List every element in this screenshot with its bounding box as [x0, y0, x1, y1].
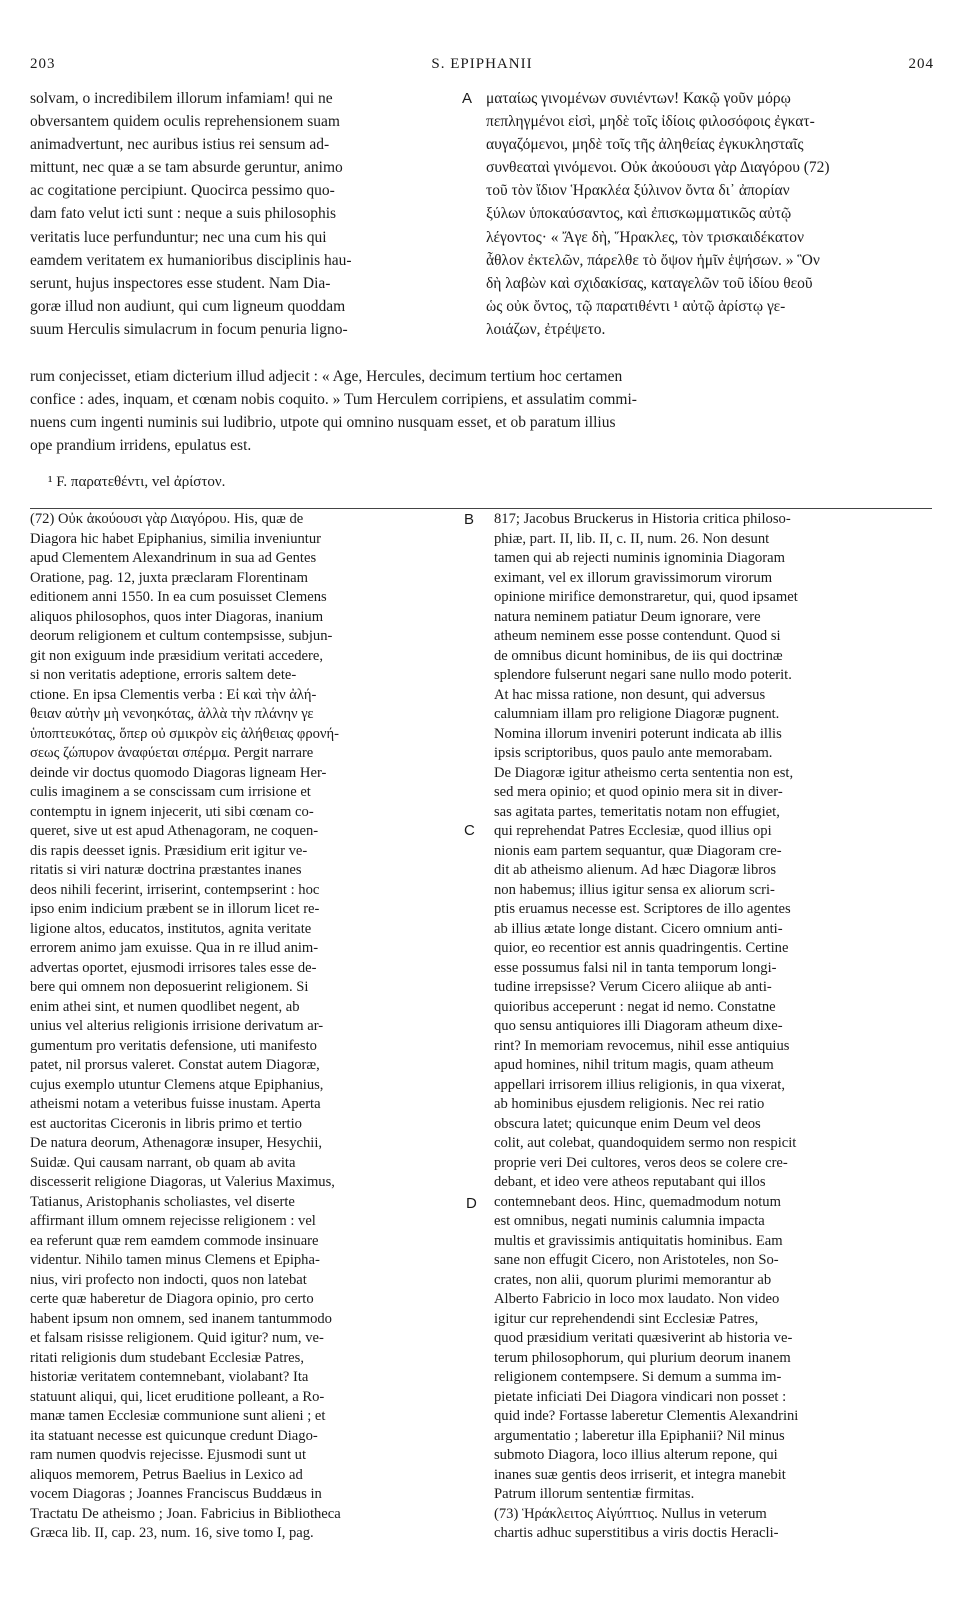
note-line: si non veritatis adeptione, erroris saltem dete-: [30, 667, 297, 683]
note-line: sed mera opinio; et quod opinio mera sit in diver-: [494, 784, 783, 800]
note-line: opinione mirifice demonstraretur, qui, quod ipsamet: [494, 589, 798, 605]
note-line: habent ipsum non omnem, sed inanem tantummodo: [30, 1310, 332, 1327]
note-line: quid inde? Fortasse laberetur Clementis Alexandrini: [494, 1408, 799, 1424]
notes-divider: [30, 508, 932, 509]
note-line: multis et gravissimis antiquitatis hominibus. Eam: [494, 1232, 783, 1249]
note-line: argumentatio ; laberetur illa Epiphanii? Nil minus: [494, 1427, 785, 1444]
note-line: Tractatu De atheismo ; Joan. Fabricius in Bibliotheca: [30, 1505, 341, 1522]
note-line: At hac missa ratione, non desunt, qui adversus: [494, 686, 766, 703]
text-line: ματαίως γινομένων συνιέντων! Κακῷ γοῦν μόρῳ: [486, 90, 791, 107]
note-line: nionis eam partem sequantur, quæ Diagoram cre-: [494, 842, 782, 859]
note-line: natura neminem patiatur Deum ignorare, vere: [494, 608, 761, 625]
note-line: est auctoritas Ciceronis in libris primo et tertio: [30, 1115, 302, 1132]
text-line: animadvertunt, nec auribus istius rei sensum ad-: [30, 136, 330, 154]
note-line: crates, non alii, quorum plurimi memorantur ab: [494, 1271, 772, 1288]
greek-main-text: [486, 87, 931, 341]
note-line: de omnibus dicunt hominibus, de iis qui doctrinæ: [494, 647, 783, 664]
note-line: queret, sive ut est apud Athenagoram, ne coquen-: [30, 823, 319, 839]
note-line: qui reprehendat Patres Ecclesiæ, quod illius opi: [494, 823, 772, 839]
note-line: non habemus; illius igitur sensa ex aliorum scri-: [494, 881, 775, 898]
textual-footnote: ¹ F. παρατεθέντι, vel ἀρίστον.: [48, 474, 226, 490]
note-line: aliquos philosophos, quos inter Diagoras, inanium: [30, 608, 324, 625]
note-line: discesserit religione Diagoras, ut Valerius Maximus,: [30, 1174, 335, 1190]
note-line: Tatianus, Aristophanis scholiastes, vel diserte: [30, 1193, 295, 1210]
note-line: terum philosophorum, qui plurium deorum inanem: [494, 1349, 791, 1366]
note-line: sas agitata partes, temeritatis notam non effugiet,: [494, 803, 780, 820]
note-line: θειαν αὐτὴν μὴ νενοηκότας, ἀλλὰ τὴν πλάνην γε: [30, 706, 314, 722]
notes-left-column: [30, 510, 462, 1544]
note-line: (72) Οὐκ ἀκούουσι γὰρ Διαγόρου. His, quæ de: [30, 511, 304, 527]
note-line: submoto Diagora, loco illius alterum repone, qui: [494, 1447, 778, 1463]
note-line: phiæ, part. II, lib. II, c. II, num. 26. Non desunt: [494, 530, 770, 547]
margin-marker-d: D: [466, 1195, 477, 1212]
note-line: dis rapis deesset ignis. Præsidium erit igitur ve-: [30, 842, 308, 859]
note-line: editionem anni 1550. In ea cum posuisset Clemens: [30, 589, 327, 605]
note-line: Græca lib. II, cap. 23, num. 16, sive tomo I, pag.: [30, 1525, 314, 1541]
note-line: ram numen quodvis rejecisse. Ejusmodi sunt ut: [30, 1447, 307, 1463]
text-line: eamdem veritatem ex humanioribus disciplinis hau-: [30, 251, 352, 269]
note-line: ita statuant necesse est quicunque credunt Diago-: [30, 1427, 318, 1444]
note-line: deinde vir doctus quomodo Diagoras ligneam Her-: [30, 764, 327, 781]
note-line: atheismi notam a veteribus fuisse inustam. Aperta: [30, 1096, 321, 1112]
note-line: sane non effugit Cicero, non Aristoteles, non So-: [494, 1252, 779, 1268]
text-line: solvam, o incredibilem illorum infamiam! qui ne: [30, 90, 333, 107]
note-line: contemnebant deos. Hinc, quemadmodum notum: [494, 1193, 781, 1210]
text-line: serunt, hujus inspectores esse student. Nam Dia-: [30, 274, 331, 292]
note-line: ab hominibus ejusdem religionis. Nec rei ratio: [494, 1096, 765, 1112]
note-line: ab illius ætate longe distant. Cicero omnium anti-: [494, 920, 783, 937]
latin-main-text: [30, 87, 473, 341]
text-line: obversantem quidem oculis reprehensionem suam: [30, 113, 340, 131]
note-line: ligione altos, educatos, institutos, agnita veritate: [30, 920, 312, 937]
note-line: eximant, vel ex illorum gravissimorum virorum: [494, 569, 773, 586]
note-line: debant, et ideo vere atheos reputabant qui illos: [494, 1174, 766, 1190]
text-line: rum conjecisset, etiam dicterium illud adjecit : « Age, Hercules, decimum tertium hoc certamen: [30, 368, 623, 385]
note-line: git non exiguum inde præsidium veritati accedere,: [30, 647, 324, 664]
note-line: religionem contempsere. Si demum a summa im-: [494, 1369, 782, 1385]
note-line: errorem animo jam exuisse. Qua in re illud anim-: [30, 940, 319, 956]
page-number-right: 204: [908, 56, 934, 72]
note-line: tamen qui ab rejecti numinis ignominia Diagoram: [494, 550, 785, 566]
note-line: unius vel alterius religionis irrisione derivatum ar-: [30, 1018, 324, 1034]
note-line: manæ tamen Ecclesiæ communione sunt alieni ; et: [30, 1408, 326, 1424]
note-line: quior, eo recentior est annis quadringentis. Certine: [494, 940, 789, 956]
running-title: S. EPIPHANII: [431, 56, 533, 72]
note-line: Oratione, pag. 12, juxta præclaram Florentinam: [30, 569, 309, 586]
note-line: bere qui omnem non deposuerint religionem. Si: [30, 979, 309, 995]
note-line: ὑποπτευκότας, ὅπερ οὐ σμικρὸν εἰς ἀλήθειας φρονή-: [30, 725, 340, 742]
note-line: enim athei sint, et numen quodlibet negent, ab: [30, 998, 300, 1015]
note-line: splendore fulserunt negari sane nullo modo poterit.: [494, 667, 792, 683]
note-line: ea referunt quæ rem eamdem commode insinuare: [30, 1232, 319, 1249]
note-line: De natura deorum, Athenagoræ insuper, Hesychii,: [30, 1135, 323, 1151]
note-line: quod præsidium veritati quæsiverint ab historia ve-: [494, 1330, 793, 1346]
note-line: σεως ζώπυρον ἀναφύεται σπέρμα. Pergit narrare: [30, 745, 314, 761]
margin-marker-a: A: [462, 90, 473, 107]
note-line: dit ab atheismo alienum. Ad hæc Diagoræ libros: [494, 862, 777, 878]
note-line: proprie veri Dei cultores, veros deos se colere cre-: [494, 1154, 788, 1171]
latin-full-width-text: [30, 365, 932, 457]
text-line: dam fato velut icti sunt : neque a suis philosophis: [30, 205, 337, 223]
note-line: certe quæ haberetur de Diagora opinio, pro certo: [30, 1291, 314, 1307]
note-line: vocem Diagoras ; Joannes Franciscus Buddæus in: [30, 1486, 322, 1502]
note-line: affirmant illum omnem rejecisse religionem : vel: [30, 1213, 316, 1229]
text-line: λοιάζων, ἐτρέψετο.: [486, 320, 606, 338]
note-line: Suidæ. Qui causam narrant, ob quam ab avita: [30, 1154, 296, 1171]
note-line: gumentum pro veritatis defensione, uti manifesto: [30, 1037, 317, 1054]
text-line: confice : ades, inquam, et cœnam nobis coquito. » Tum Herculem corripiens, et assulatim commi-: [30, 391, 637, 409]
note-line: deos nihili fecerint, irriserint, contempserint : hoc: [30, 881, 320, 898]
text-line: veritatis luce perfunduntur; nec una cum his qui: [30, 228, 327, 246]
note-line: Nomina illorum inveniri poterunt indicata ab illis: [494, 725, 782, 742]
note-line: deorum religionem et cultum contempsisse, subjun-: [30, 628, 333, 644]
note-line: tudine irrepsisse? Verum Cicero aliique ab anti-: [494, 979, 772, 995]
note-line: esse possumus falsi nil in tanta temporum longi-: [494, 959, 777, 976]
note-line: apud Clementem Alexandrinum in sua ad Gentes: [30, 550, 317, 566]
note-line: patet, nil prorsus valeret. Constat autem Diagoræ,: [30, 1057, 320, 1073]
note-line: chartis adhuc superstitibus a viris doctis Heracli-: [494, 1525, 779, 1541]
note-line: De Diagoræ igitur atheismo certa sententia non est,: [494, 764, 794, 781]
note-line: ipso enim indicium præbent se in illorum licet re-: [30, 901, 320, 917]
note-line: igitur cur reprehendendi sint Ecclesiæ Patres,: [494, 1310, 759, 1327]
text-line: ὡς οὐκ ὄντος, τῷ παρατιθέντι ¹ αὐτῷ ἀρίστῳ γε-: [486, 297, 786, 315]
margin-marker-b: B: [464, 511, 475, 528]
text-line: ξύλων ὑποκαύσαντος, καὶ ἐπισκωμματικῶς αὐτῷ: [486, 205, 792, 223]
note-line: statuunt aliqui, qui, licet eruditione polleant, a Ro-: [30, 1388, 325, 1405]
notes-right-column: [494, 510, 932, 1544]
note-line: obscura latet; quicunque enim Deum vel deos: [494, 1115, 761, 1132]
note-line: aliquos memorem, Petrus Baelius in Lexico ad: [30, 1466, 303, 1483]
page-header: [30, 56, 934, 78]
note-line: 817; Jacobus Bruckerus in Historia critica philoso-: [494, 511, 791, 527]
note-line: Diagora hic habet Epiphanius, similia inveniuntur: [30, 530, 321, 547]
text-line: ac cogitatione percipiunt. Quocirca pessimo quo-: [30, 182, 335, 200]
note-line: cujus exemplo utuntur Clemens atque Epiphanius,: [30, 1076, 324, 1093]
text-line: συνθεαταὶ γινόμενοι. Οὐκ ἀκούουσι γὰρ Διαγόρου (72): [486, 159, 830, 177]
note-line: inanes suæ gentis deos irriserit, et integra manebit: [494, 1466, 786, 1483]
text-line: mittunt, nec quæ a se tam absurde geruntur, animo: [30, 159, 343, 177]
note-line: ritati religionis dum studebant Ecclesiæ Patres,: [30, 1349, 304, 1366]
text-line: αυγαζόμενοι, μηδὲ τοῖς τῆς ἀληθείας ἐγκυκλησταῖς: [486, 136, 804, 154]
text-line: ope prandium irridens, epulatus est.: [30, 437, 252, 455]
note-line: culis imaginem a se conscissam cum irrisione et: [30, 784, 311, 800]
margin-marker-c: C: [464, 822, 475, 839]
note-line: calumniam illam pro religione Diagoræ pugnent.: [494, 706, 780, 722]
note-line: Alberto Fabricio in loco mox laudato. Non video: [494, 1291, 780, 1307]
note-line: apud homines, nihil tritum magis, quam atheum: [494, 1057, 774, 1073]
text-line: goræ illud non audiunt, qui cum ligneum quoddam: [30, 297, 346, 315]
note-line: atheum neminem esse posse contendunt. Quod si: [494, 628, 781, 644]
note-line: videntur. Nihilo tamen minus Clemens et Epipha-: [30, 1252, 320, 1268]
text-line: nuens cum ingenti numinis sui ludibrio, utpote qui omnino nusquam esset, et ob paratum illius: [30, 414, 616, 432]
note-line: historiæ veritatem contemnebant, violabant? Ita: [30, 1369, 309, 1385]
note-line: Patrum illorum sententiæ firmitas.: [494, 1486, 695, 1502]
note-line: et falsam risisse religionem. Quid igitur? num, ve-: [30, 1330, 324, 1346]
note-line: ctione. En ipsa Clementis verba : Εἰ καὶ τὴν ἀλή-: [30, 686, 317, 703]
text-line: τοῦ τὸν ἴδιον Ἡρακλέα ξύλινον ὄντα δι᾽ ἀπορίαν: [486, 182, 790, 200]
note-line: ritatis si viri naturæ doctrina præstantes inanes: [30, 862, 302, 878]
note-line: nius, viri profecto non indocti, quos non latebat: [30, 1271, 307, 1288]
note-line: pietate inficiati Dei Diagora vindicari non posset :: [494, 1388, 787, 1405]
note-line: contemptu in ignem injecerit, uti sibi cœnam co-: [30, 803, 314, 820]
note-line: (73) Ἡράκλειτος Αἰγύπτιος. Nullus in veterum: [494, 1505, 767, 1522]
text-line: πεπληγμένοι εἰσὶ, μηδὲ τοῖς ἰδίοις φιλοσόφοις ἐγκατ-: [486, 113, 815, 131]
note-line: rint? In memoriam revocemus, nihil esse antiquius: [494, 1037, 790, 1054]
text-line: λέγοντος· « Ἄγε δὴ, Ἥρακλες, τὸν τρισκαιδέκατον: [486, 228, 805, 246]
note-line: quo sensu antiquiores illi Diagoram atheum dixe-: [494, 1018, 783, 1034]
text-line: suum Herculis simulacrum in focum penuria ligno-: [30, 320, 348, 338]
note-line: colit, aut colebat, quandoquidem sermo non respicit: [494, 1135, 797, 1151]
text-line: δὴ λαβὼν καὶ σχιδακίσας, καταγελῶν τοῦ ἰδίου θεοῦ: [486, 274, 813, 292]
note-line: ipsis scriptoribus, quos paulo ante memorabam.: [494, 745, 773, 761]
note-line: est omnibus, negati numinis calumnia impacta: [494, 1213, 765, 1229]
note-line: advertas oportet, ejusmodi irrisores tales esse de-: [30, 959, 317, 976]
text-line: ἆθλον ἐκτελῶν, πάρελθε τὸ ὄψον ἡμῖν ἑψήσων. » Ὃν: [486, 251, 820, 269]
page-number-left: 203: [30, 56, 56, 72]
note-line: ptis eruamus necesse est. Scriptores de illo agentes: [494, 901, 791, 917]
note-line: appellari irrisorem illius religionis, in qua vixerat,: [494, 1076, 785, 1093]
note-line: quioribus acceperunt : negat id nemo. Constatne: [494, 998, 776, 1015]
